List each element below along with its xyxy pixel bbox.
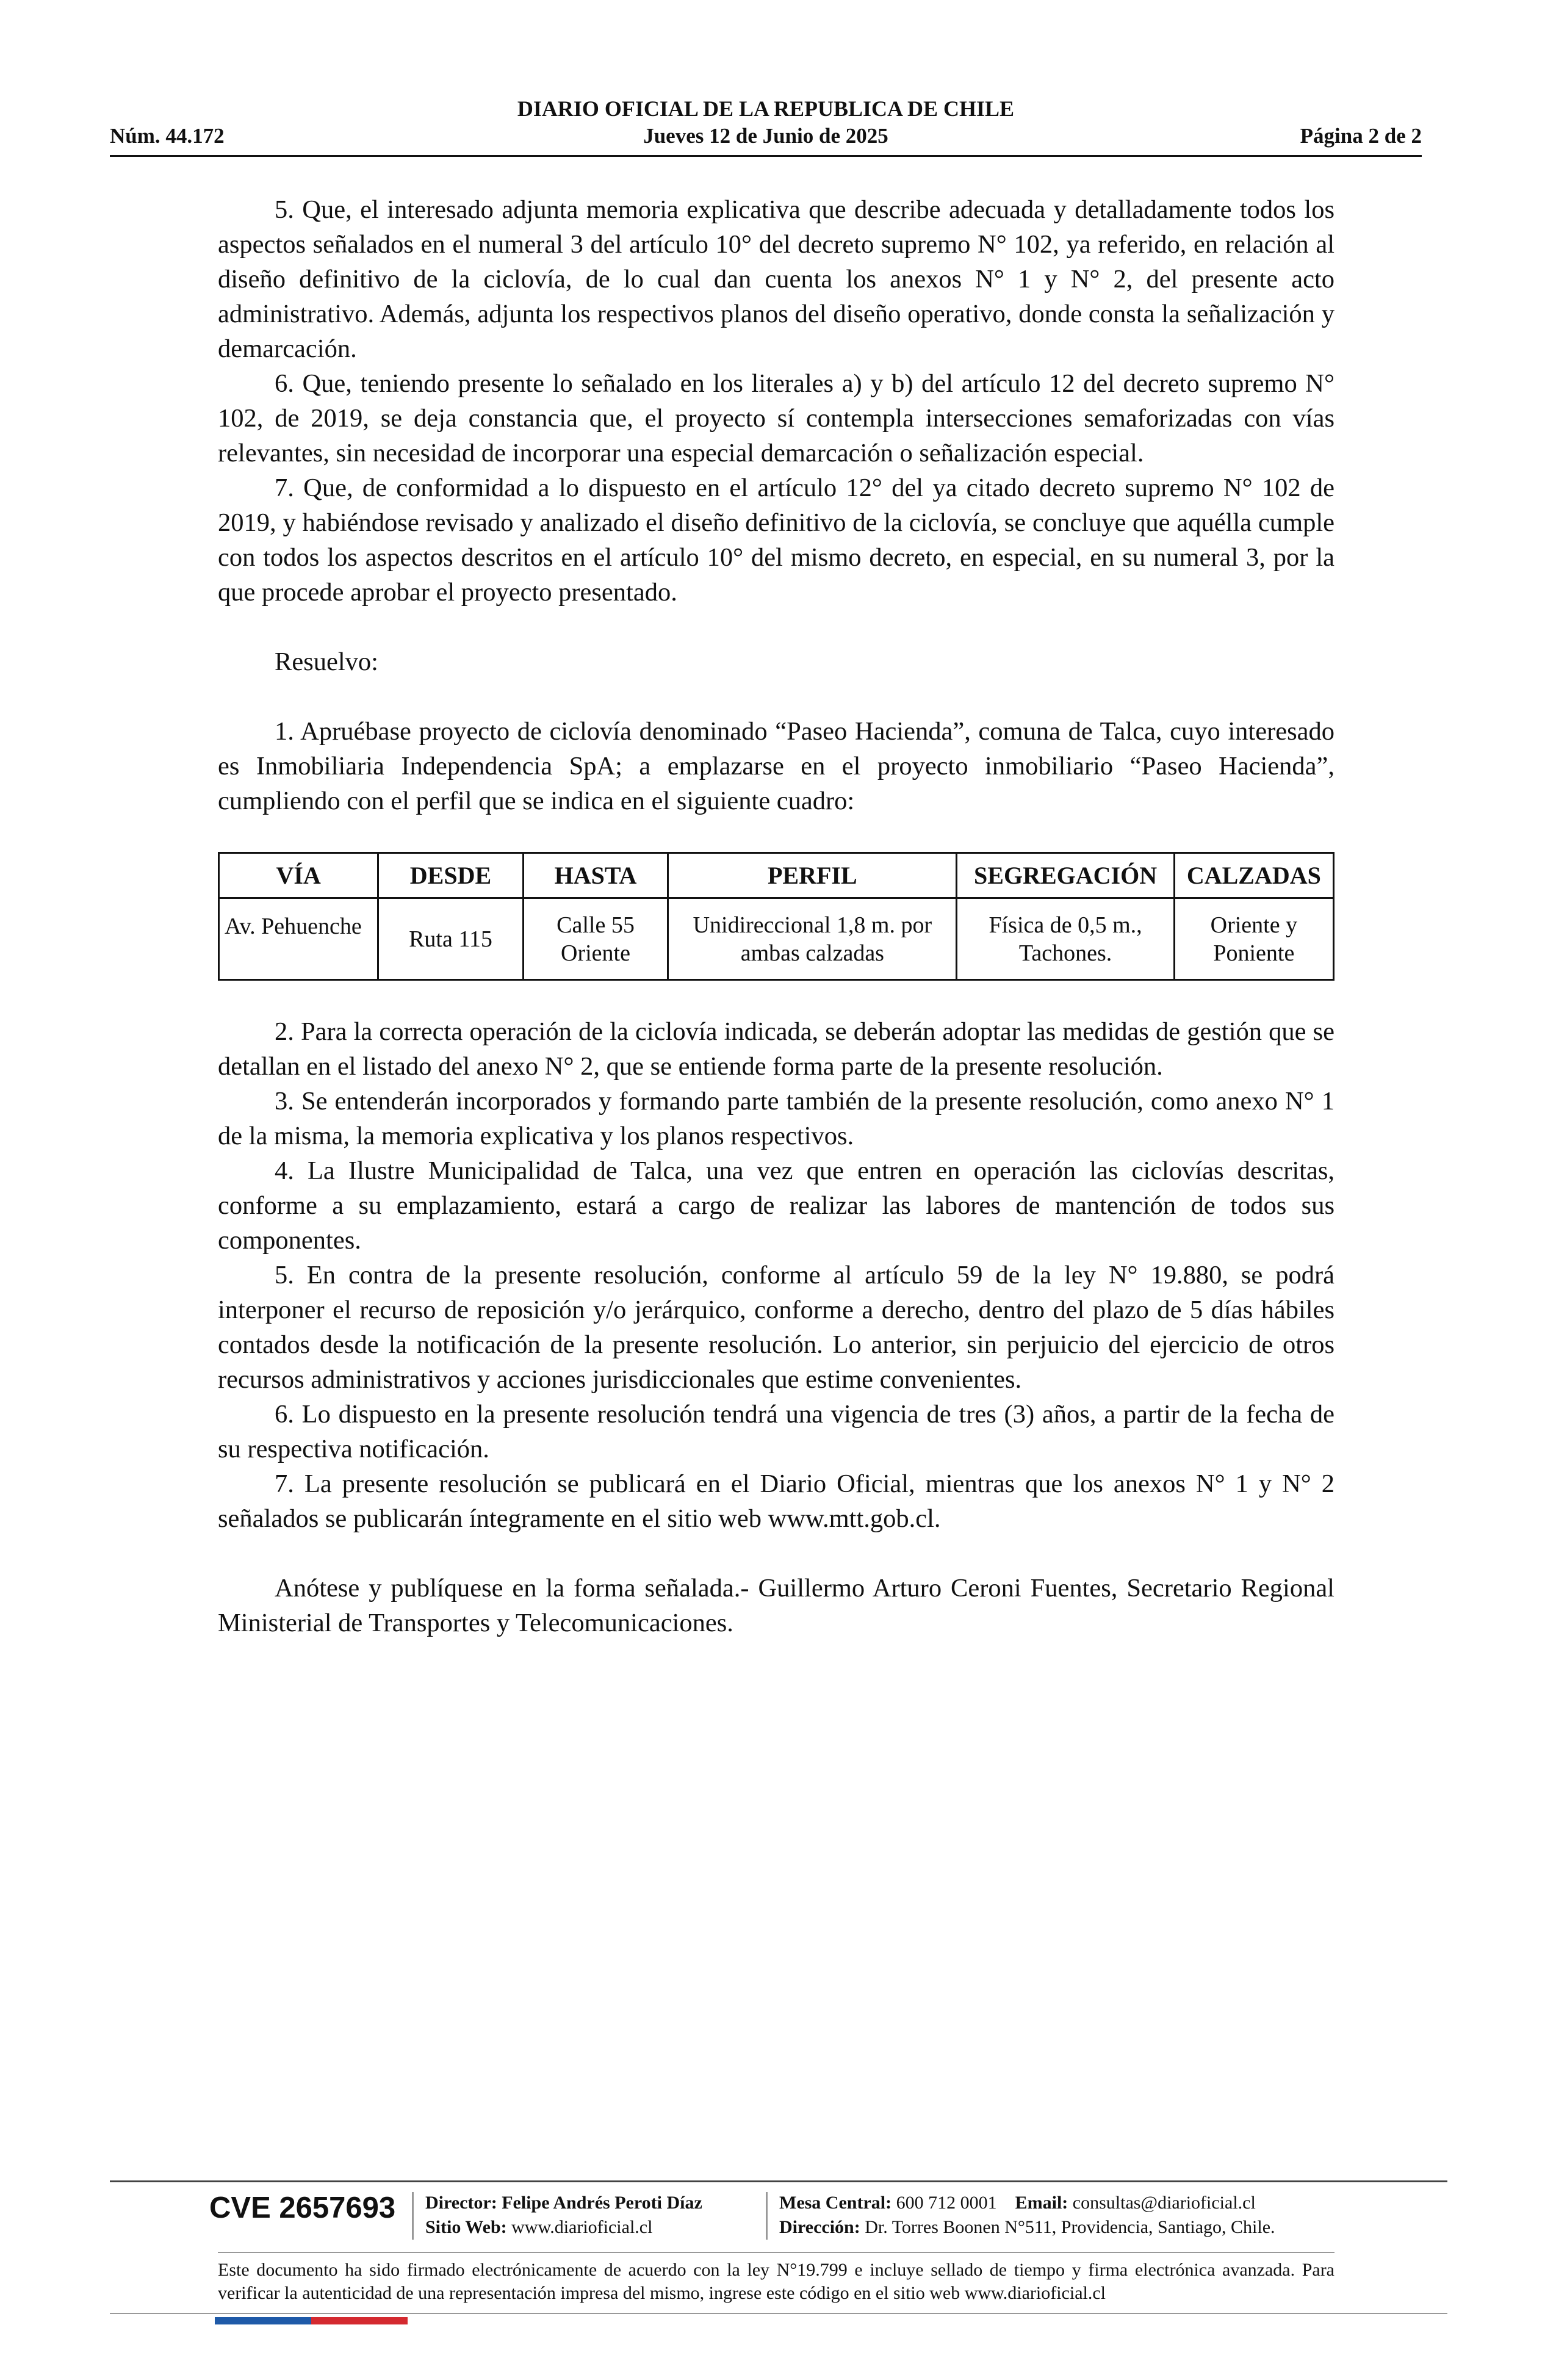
footer-divider-bottom <box>110 2313 1447 2314</box>
paragraph-resolution-6: 6. Lo dispuesto en la presente resolución tendrá una vigencia de tres (3) años, a partir de la fecha de su respectiva notificación. <box>218 1400 1334 1463</box>
cycleway-profile-table <box>218 852 1334 981</box>
cell-desde: Ruta 115 <box>378 898 524 980</box>
mesa-label: Mesa Central: <box>779 2193 892 2213</box>
page-header <box>110 95 1422 156</box>
cell-segregacion <box>957 898 1174 980</box>
cell-hasta-line-2: Oriente <box>561 940 630 966</box>
footer-contact-block <box>779 2191 1275 2240</box>
cell-perfil-line-2: ambas calzadas <box>740 940 884 966</box>
column-header-segregacion: SEGREGACIÓN <box>957 853 1174 898</box>
footer-separator-1 <box>412 2192 414 2240</box>
paragraph-resolution-3: 3. Se entenderán incorporados y formando parte también de la presente resolución, como anexo N° 1 de la misma, la memoria explicativa y los planos respectivos. <box>218 1087 1334 1150</box>
header-divider <box>110 155 1422 157</box>
resuelvo-heading: Resuelvo: <box>275 647 378 676</box>
footer-divider-top <box>110 2180 1447 2182</box>
director-label: Director: <box>425 2193 497 2213</box>
footer-director-block <box>425 2191 702 2240</box>
footer-director-line <box>425 2191 702 2215</box>
paragraph-considerando-5: 5. Que, el interesado adjunta memoria explicativa que describe adecuada y detalladamente todos los aspectos señalados en el numeral 3 del artículo 10° del decreto supremo N° 102, ya referido, en relación al diseño definitivo de la ciclovía, de lo cual dan cuenta los anexos N° 1 y N° 2, del presente acto administrativo. Además, adjunta los respectivos planos del diseño operativo, donde consta la señalización y demarcación. <box>218 195 1334 363</box>
table-row <box>219 898 1334 980</box>
cell-perfil <box>668 898 957 980</box>
column-header-perfil: PERFIL <box>668 853 957 898</box>
paragraph-considerando-6: 6. Que, teniendo presente lo señalado en los literales a) y b) del artículo 12 del decreto supremo N° 102, de 2019, se deja constancia que, el proyecto sí contempla intersecciones semaforizadas con vías relevantes, sin necesidad de incorporar una especial demarcación o señalización especial. <box>218 369 1334 467</box>
paragraph-resolution-2: 2. Para la correcta operación de la ciclovía indicada, se deberán adoptar las medidas de gestión que se detallan en el listado del anexo N° 2, que se entiende forma parte de la presente resolución. <box>218 1017 1334 1081</box>
cell-segregacion-line-1: Física de 0,5 m., <box>989 912 1142 938</box>
legal-notice: Este documento ha sido firmado electrónicamente de acuerdo con la ley N°19.799 e incluye sellado de tiempo y firma electrónica avanzada. Para verificar la autenticidad de una representación impresa del mismo, ingrese este código en el sitio web www.diarioficial.cl <box>218 2260 1334 2303</box>
footer-address-line <box>779 2215 1275 2240</box>
paragraph-considerando-7: 7. Que, de conformidad a lo dispuesto en el artículo 12° del ya citado decreto supremo N° 102 de 2019, y habiéndose revisado y analizado el diseño definitivo de la ciclovía, se concluye que aquélla cumple con todos los aspectos descritos en el artículo 10° del mismo decreto, en especial, en su numeral 3, por la que procede aprobar el proyecto presentado. <box>218 474 1334 607</box>
cell-via: Av. Pehuenche <box>219 898 378 980</box>
publication-title: DIARIO OFICIAL DE LA REPUBLICA DE CHILE <box>517 96 1015 121</box>
flag-stripe-blue <box>215 2317 311 2324</box>
email-link[interactable]: consultas@diarioficial.cl <box>1072 2193 1256 2213</box>
paragraph-resolution-1: 1. Apruébase proyecto de ciclovía denominado “Paseo Hacienda”, comuna de Talca, cuyo interesado es Inmobiliaria Independencia SpA; a emplazarse en el proyecto inmobiliario “Paseo Hacienda”, cumpliendo con el perfil que se indica en el siguiente cuadro: <box>218 717 1334 815</box>
column-header-hasta: HASTA <box>523 853 668 898</box>
cell-calzadas <box>1174 898 1333 980</box>
cell-segregacion-line-2: Tachones. <box>1018 940 1112 966</box>
column-header-calzadas: CALZADAS <box>1174 853 1333 898</box>
cell-perfil-line-1: Unidireccional 1,8 m. por <box>693 912 932 938</box>
footer-contact-line <box>779 2191 1275 2215</box>
table-header-row <box>219 853 1334 898</box>
cell-hasta-line-1: Calle 55 <box>556 912 635 938</box>
email-label: Email: <box>1015 2193 1068 2213</box>
mesa-phone: 600 712 0001 <box>896 2193 997 2213</box>
site-label: Sitio Web: <box>425 2217 507 2237</box>
column-header-desde: DESDE <box>378 853 524 898</box>
site-link[interactable]: www.diarioficial.cl <box>511 2217 653 2237</box>
page-indicator: Página 2 de 2 <box>1300 124 1422 148</box>
paragraph-resolution-4: 4. La Ilustre Municipalidad de Talca, una vez que entren en operación las ciclovías descritas, conforme a su emplazamiento, estará a cargo de realizar las labores de mantención de todos sus componentes. <box>218 1156 1334 1255</box>
paragraph-resolution-5: 5. En contra de la presente resolución, conforme al artículo 59 de la ley N° 19.880, se podrá interponer el recurso de reposición y/o jerárquico, conforme a derecho, dentro del plazo de 5 días hábiles contados desde la notificación de la presente resolución. Lo anterior, sin perjuicio del ejercicio de otros recursos administrativos y acciones jurisdiccionales que estime convenientes. <box>218 1261 1334 1394</box>
flag-stripe-red <box>311 2317 408 2324</box>
cell-calzadas-line-1: Oriente y <box>1210 912 1298 938</box>
address-label: Dirección: <box>779 2217 860 2237</box>
director-name: Felipe Andrés Peroti Díaz <box>502 2193 702 2213</box>
footer-site-line <box>425 2215 702 2240</box>
document-body <box>218 192 1334 1640</box>
footer-separator-2 <box>766 2192 768 2240</box>
address-value: Dr. Torres Boonen N°511, Providencia, Santiago, Chile. <box>865 2217 1275 2237</box>
column-header-via: VÍA <box>219 853 378 898</box>
issue-number: Núm. 44.172 <box>110 124 225 148</box>
cell-calzadas-line-2: Poniente <box>1213 940 1295 966</box>
cell-hasta <box>523 898 668 980</box>
closing-signature: Anótese y publíquese en la forma señalada.- Guillermo Arturo Ceroni Fuentes, Secretario Regional Ministerial de Transportes y Telecomunicaciones. <box>218 1574 1334 1637</box>
cve-code: CVE 2657693 <box>209 2191 396 2224</box>
footer-divider-middle <box>218 2252 1334 2253</box>
issue-date: Jueves 12 de Junio de 2025 <box>643 124 888 148</box>
paragraph-resolution-7: 7. La presente resolución se publicará en el Diario Oficial, mientras que los anexos N° 1 y N° 2 señalados se publicarán íntegramente en el sitio web www.mtt.gob.cl. <box>218 1469 1334 1533</box>
